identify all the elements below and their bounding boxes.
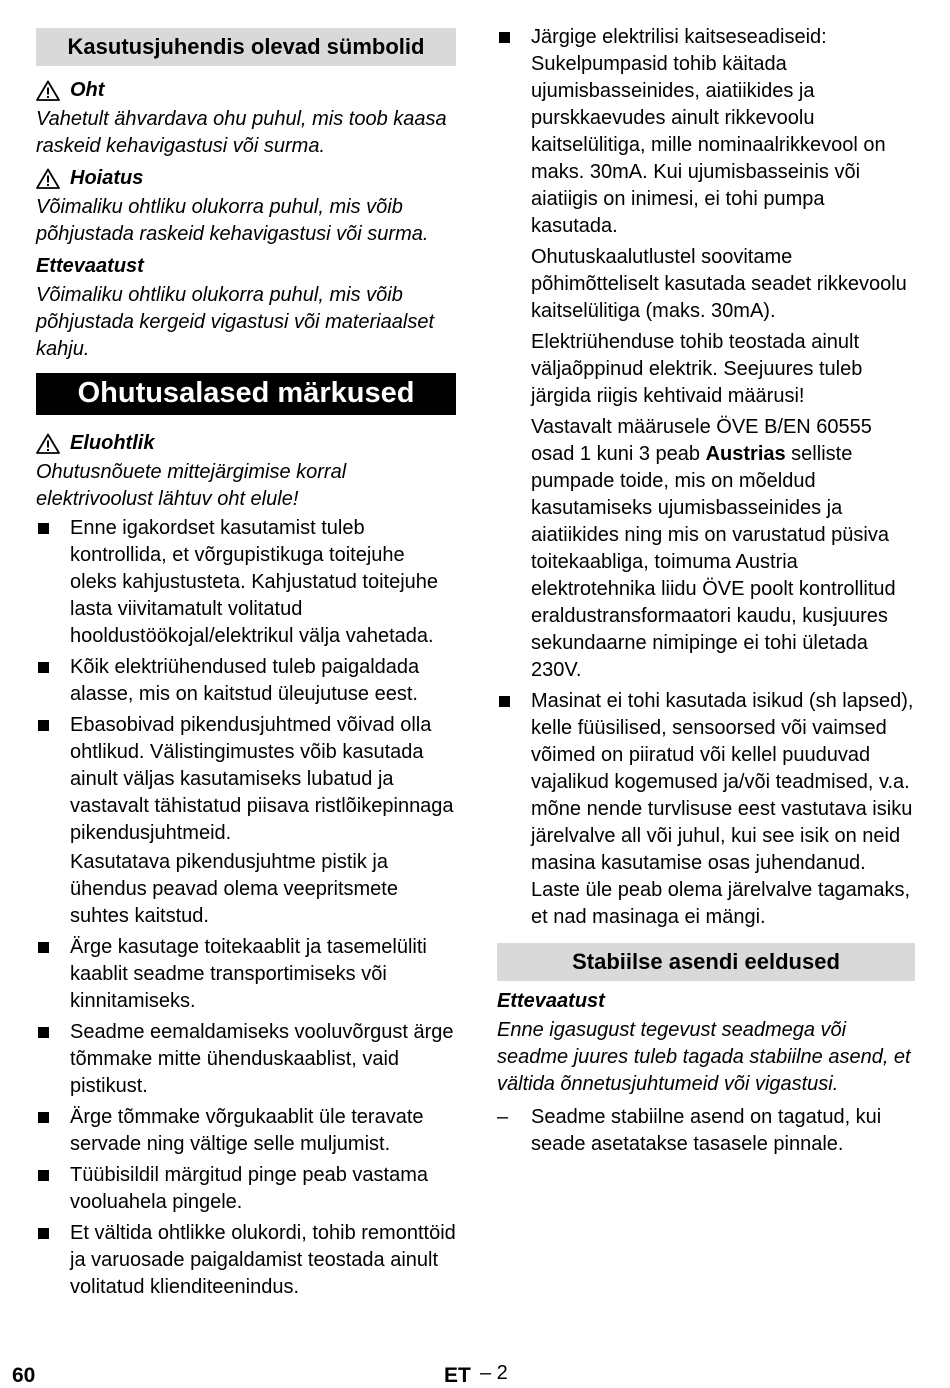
- list-item: Tüübisildil märgitud pinge peab vastama vooluahela pingele.: [36, 1162, 456, 1216]
- protection-paragraph: Sukelpumpasid tohib käitada ujumisbasseinides, aiatiikides ja purskkaevudes ainult rikkevoolu kaitselülitiga, mille nominaalrikkevool on maks. 30mA. Kui ujumisbasseinis või aiatiigis on inimesi, ei tohi pumpa kasutada.: [531, 53, 886, 237]
- square-bullet-icon: [499, 696, 510, 707]
- life-danger-label: Eluohtlik: [70, 432, 155, 454]
- list-item: Ebasobivad pikendusjuhtmed võivad olla ohtlikud. Välistingimustes võib kasutada ainult väljas kasutamiseks lubatud ja vastavalt tähistatud piisava ristlõikepinnaga pikendusjuhtmeid.: [36, 712, 456, 847]
- extension-continuation: Kasutatava pikendusjuhtme pistik ja ühendus peavad olema veepritsmete suhtes kaitstud.: [70, 851, 398, 927]
- warning-triangle-icon: [36, 168, 60, 189]
- caution-label: Ettevaatust: [36, 255, 144, 277]
- warning-text: Võimaliku ohtliku olukorra puhul, mis võib põhjustada raskeid kehavigastusi või surma.: [36, 196, 429, 245]
- square-bullet-icon: [38, 523, 49, 534]
- life-danger-text: Ohutusnõuete mittejärgimise korral elektrivoolust lähtuv oht elule!: [36, 461, 347, 510]
- footer-language: ET: [444, 1364, 471, 1387]
- square-bullet-icon: [38, 662, 49, 673]
- list-item: Seadme eemaldamiseks vooluvõrgust ärge tõmmake mitte ühenduskaablist, vaid pistikust.: [36, 1019, 456, 1100]
- list-item: Ärge tõmmake võrgukaablit üle teravate servade ning vältige selle muljumist.: [36, 1104, 456, 1158]
- protection-paragraph: Ohutuskaalutlustel soovitame põhimõtteliselt kasutada seadet rikkevoolu kaitselülitiga (maks. 30mA).: [531, 246, 907, 322]
- square-bullet-icon: [499, 32, 510, 43]
- protection-paragraph: Elektriühenduse tohib teostada ainult väljaõppinud elektrik. Seejuures tuleb järgida riigis kehtivaid määrusi!: [531, 331, 863, 407]
- footer-page-ref: – 2: [480, 1362, 508, 1384]
- warning-label-row: [36, 166, 456, 190]
- list-item: Kõik elektriühendused tuleb paigaldada alasse, mis on kaitstud üleujutuse eest.: [36, 654, 456, 708]
- danger-text: Vahetult ähvardava ohu puhul, mis toob kaasa raskeid kehavigastusi või surma.: [36, 108, 447, 157]
- warning-triangle-icon: [36, 80, 60, 101]
- caution-label: Ettevaatust: [497, 990, 605, 1012]
- life-danger-label-row: [36, 431, 456, 455]
- stability-heading: Stabiilse asendi eeldused: [497, 943, 915, 981]
- square-bullet-icon: [38, 942, 49, 953]
- list-item: – Seadme stabiilne asend on tagatud, kui seade asetatakse tasasele pinnale.: [497, 1106, 882, 1155]
- square-bullet-icon: [38, 1228, 49, 1239]
- square-bullet-icon: [38, 1112, 49, 1123]
- dash-marker: –: [497, 1106, 509, 1128]
- warning-label: Hoiatus: [70, 167, 144, 189]
- right-column: [497, 24, 915, 1158]
- list-item: Ärge kasutage toitekaablit ja tasemelüliti kaablit seadme transportimiseks või kinnitamiseks.: [36, 934, 456, 1015]
- square-bullet-icon: [38, 720, 49, 731]
- warning-triangle-icon: [36, 433, 60, 454]
- list-item: Järgige elektrilisi kaitseseadiseid:: [497, 24, 915, 51]
- protection-paragraph: Vastavalt määrusele ÖVE B/EN 60555 osad 1 kuni 3 peab Austrias selliste pumpade toide, mis on mõeldud kasutamiseks ujumisbasseinides ja aiatiikides ning mis on varustatud püsiva toitekaabliga, toimuma Austria elektrotehnika liidu ÖVE poolt kontrollitud eraldustransformaatori kaudu, kusjuures sekundaarne nimipinge ei tohi ületada 230V.: [531, 416, 896, 681]
- page-number: 60: [12, 1364, 36, 1387]
- danger-label-row: [36, 78, 456, 102]
- list-item: Enne igakordset kasutamist tuleb kontrollida, et võrgupistikuga toitejuhe oleks kahjustusteta. Kahjustatud toitejuhe lasta viivitamatult volitatud hooldustöökojal/elektrikul välja vahetada.: [36, 515, 456, 650]
- safety-heading: Ohutusalased märkused: [36, 373, 456, 415]
- list-item: Masinat ei tohi kasutada isikud (sh lapsed), kelle füüsilised, sensoorsed või vaimsed võimed on piiratud või kellel puuduvad vajalikud kogemused ja/või teadmised, v.a. mõne nende turvlisuse eest vastutava isiku järelvalve all või juhul, kui see isik on neid masina kasutamise osas juhendanud. Laste üle peab olema järelvalve tagamaks, et nad masinaga ei mängi.: [497, 688, 915, 931]
- square-bullet-icon: [38, 1170, 49, 1181]
- danger-label: Oht: [70, 79, 105, 101]
- caution-text: Võimaliku ohtliku olukorra puhul, mis võib põhjustada kergeid vigastusi või materiaalset kahju.: [36, 284, 434, 360]
- symbols-heading: Kasutusjuhendis olevad sümbolid: [36, 28, 456, 66]
- country-name: Austrias: [705, 443, 786, 465]
- left-column: [36, 28, 456, 1305]
- square-bullet-icon: [38, 1027, 49, 1038]
- caution-text: Enne igasugust tegevust seadmega või seadme juures tuleb tagada stabiilne asend, et vältida õnnetusjuhtumeid või vigastusi.: [497, 1019, 911, 1095]
- list-item: Et vältida ohtlikke olukordi, tohib remonttöid ja varuosade paigaldamist teostada ainult volitatud klienditeenindus.: [36, 1220, 456, 1301]
